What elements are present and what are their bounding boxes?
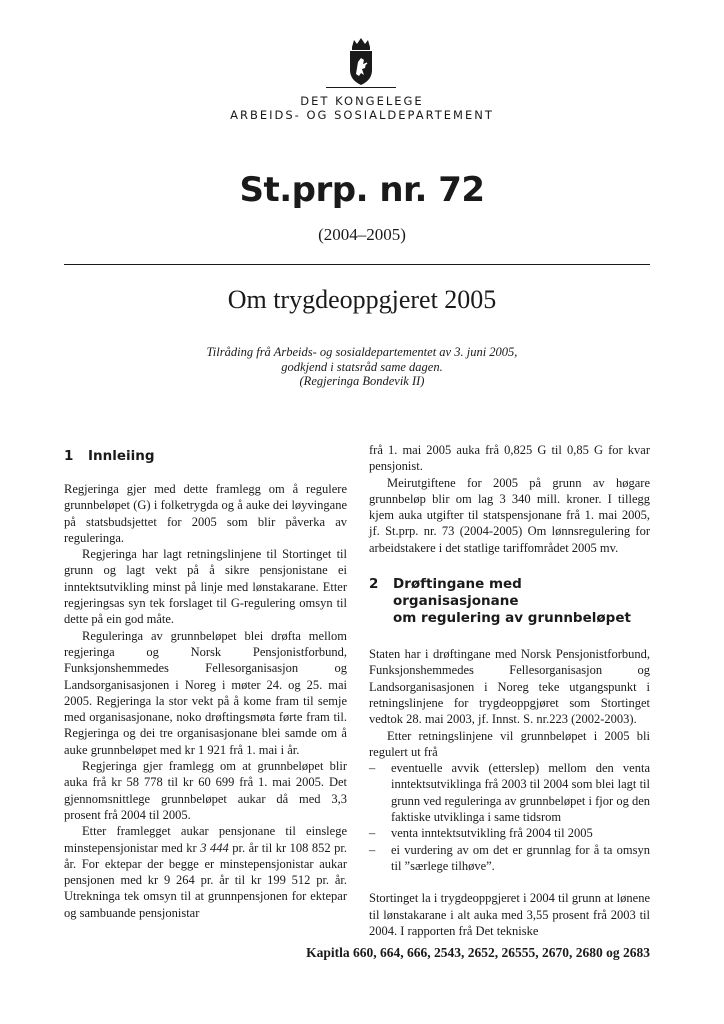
coat-of-arms-icon: [326, 36, 396, 88]
chapter-footer: Kapitla 660, 664, 666, 2543, 2652, 26555, 2670, 2680 og 2683: [306, 945, 650, 960]
right-column: [369, 442, 650, 939]
paragraph: Reguleringa av grunnbeløpet blei drøfta mellom regjeringa og Norsk Pensjonistforbund, Funksjonshemmedes Fellesorganisasjon og Landsorganisasjonen i Noreg i møter 24. og 25. mai 2005. Regjeringa la stor vekt på å kome fram til semje med organisasjonane, noko drøftingsmøta førte fram til. Regjeringa og dei tre organisasjonane blei samde om å auke grunnbeløpet med kr 1 921 frå 1. mai i år.: [64, 628, 347, 757]
paragraph: frå 1. mai 2005 auka frå 0,825 G til 0,85 G for kvar pensjonist.: [369, 443, 650, 474]
section-title: Innleiing: [88, 448, 155, 464]
title-divider: [64, 264, 650, 265]
paragraph: Etter retningslinjene vil grunnbeløpet i 2005 bli regulert ut frå: [369, 728, 650, 759]
list-marker: –: [369, 842, 376, 857]
list-item-text: eventuelle avvik (etterslep) mellom den venta inntektsutviklinga frå 2003 til 2004 som blei lagt til grunn ved reguleringa av grunnbeløpet i fjor og den faktiske utviklinga i same tidsrom: [391, 761, 650, 825]
left-column: [64, 440, 347, 921]
recommendation-line: Tilråding frå Arbeids- og sosialdepartementet av 3. juni 2005,: [206, 345, 518, 359]
ministry-name-line2: ARBEIDS- OG SOSIALDEPARTEMENT: [230, 108, 494, 122]
list-item: [369, 825, 650, 841]
paragraph: Regjeringa gjer med dette framlegg om å regulere grunnbeløpet (G) i folketrygda og å auke dei løyvingane på statsbudsjettet for 2005 som blir påverka av reguleringa.: [64, 482, 347, 545]
section-number: 2: [369, 576, 379, 593]
recommendation-note: [170, 345, 554, 389]
section-number: 1: [64, 448, 74, 464]
emphasized-amount: 3 444: [200, 840, 229, 855]
section-title-line: Drøftingane med organisasjonane: [393, 576, 522, 610]
list-item-text: ei vurdering av om det er grunnlag for å ta omsyn til ”særlege tilhøve”.: [391, 842, 650, 873]
document-session: (2004–2005): [318, 225, 406, 244]
spacer: [369, 874, 650, 890]
list-marker: –: [369, 761, 376, 776]
section-2-heading: [369, 576, 650, 627]
paragraph-text: Etter framlegget aukar pensjonane til einslege minstepensjonistar med kr: [64, 824, 347, 855]
section-title-line: om regulering av grunnbeløpet: [393, 610, 631, 627]
paragraph: Regjeringa gjer framlegg om at grunnbeløpet blir auka frå kr 58 778 til kr 60 699 frå 1. mai 2005. Det gjennomsnittlege grunnbeløpet aukar då med 3,3 prosent frå 2004 til 2005.: [64, 759, 347, 822]
document-title: St.prp. nr. 72: [239, 170, 485, 210]
dash-list: [369, 760, 650, 874]
recommendation-line: godkjend i statsråd same dagen.: [281, 359, 443, 374]
paragraph: Regjeringa har lagt retningslinjene til Stortinget til grunn og lagt vekt på å sikre pensjonistane ei inntektsutvikling minst på linje med lønstakarane. Etter regjeringsas syn tek forslaget til G-regulering omsyn til dette på ein god måte.: [64, 547, 347, 627]
list-item-text: venta inntektsutvikling frå 2004 til 2005: [391, 826, 593, 841]
section-1-heading: [64, 448, 347, 465]
document-subtitle: Om trygdeoppgjeret 2005: [227, 285, 497, 314]
ministry-name-line1: DET KONGELEGE: [300, 94, 424, 108]
recommendation-line: (Regjeringa Bondevik II): [299, 374, 425, 388]
paragraph: [64, 823, 347, 921]
list-marker: –: [369, 826, 376, 841]
list-item: [369, 760, 650, 825]
paragraph: Stortinget la i trygdeoppgjeret i 2004 til grunn at lønene til lønstakarane i alt auka med 3,55 prosent frå 2003 til 2004. I rapporten frå Det tekniske: [369, 891, 650, 938]
section-title: [393, 576, 650, 627]
list-item: [369, 842, 650, 875]
paragraph: Staten har i drøftingane med Norsk Pensjonistforbund, Funksjonshemmedes Fellesorganisasjon og Landsorganisasjonen i Noreg teke utgangspunkt i retningslinjene for trygdeoppgjøret som Stortinget vedtok 28. mai 2003, jf. Innst. S. nr.223 (2002-2003).: [369, 647, 650, 727]
paragraph-text: pr. år til kr 108 852 pr. år. For ektepar der begge er minstepensjonistar aukar pensjonen med kr 9 264 pr. år til kr 199 512 pr. år. Utrekninga tek omsyn til at grunnpensjonen for ektepar og sambuande pensjonistar: [64, 840, 348, 920]
paragraph: Meirutgiftene for 2005 på grunn av høgare grunnbeløp blir om lag 3 340 mill. kroner. I tillegg kjem auka utgifter til statspensjonane frå 1. mai 2005, jf. St.prp. nr. 73 (2004-2005) Om lønnsregulering for arbeidstakere i det statlige tariffområdet 2005 mv.: [369, 475, 650, 555]
